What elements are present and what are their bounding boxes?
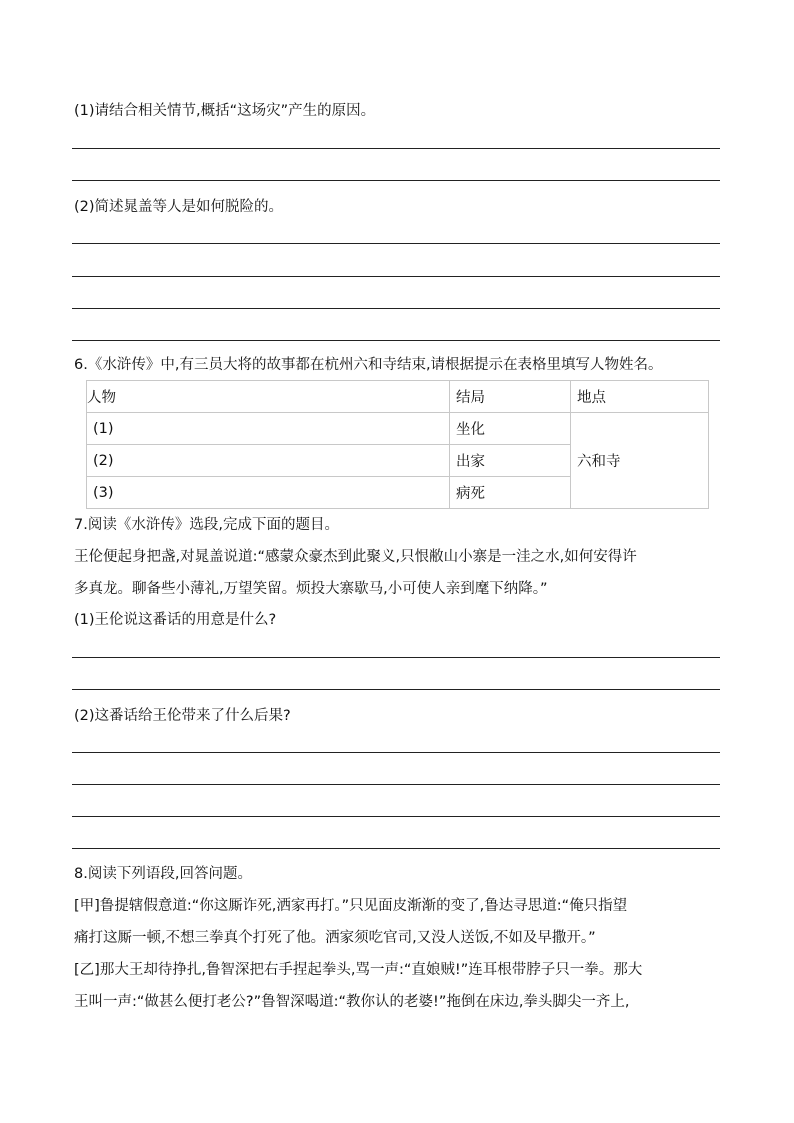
answer-line[interactable] (72, 308, 720, 309)
q5-sub1-prompt: (1)请结合相关情节,概括“这场灾”产生的原因。 (74, 103, 376, 119)
answer-line[interactable] (72, 816, 720, 817)
answer-line[interactable] (72, 784, 720, 785)
answer-line[interactable] (72, 848, 720, 849)
header-ending: 结局 (450, 381, 571, 413)
place-cell: 六和寺 (571, 413, 709, 509)
q8-passage-yi: 王叫一声:“做甚么便打老公?”鲁智深喝道:“教你认的老婆!”拖倒在床边,拳头脚尖一齐上, (74, 994, 630, 1010)
ending-cell: 坐化 (450, 413, 571, 445)
character-table (86, 380, 709, 509)
q8-passage-jia: 痛打这厮一顿,不想三拳真个打死了他。洒家须吃官司,又没人送饭,不如及早撒开。” (74, 930, 596, 946)
answer-line[interactable] (72, 689, 720, 690)
answer-line[interactable] (72, 148, 720, 149)
q6-stem: 6.《水浒传》中,有三员大将的故事都在杭州六和寺结束,请根据提示在表格里填写人物姓名。 (74, 357, 663, 373)
answer-line[interactable] (72, 657, 720, 658)
q8-passage-jia: [甲]鲁提辖假意道:“你这厮诈死,洒家再打。”只见面皮渐渐的变了,鲁达寻思道:“俺只指望 (74, 898, 628, 914)
person-cell[interactable]: (1) (87, 413, 450, 445)
answer-line[interactable] (72, 752, 720, 753)
q8-passage-yi: [乙]那大王却待挣扎,鲁智深把右手捏起拳头,骂一声:“直娘贼!”连耳根带脖子只一拳。那大 (74, 962, 643, 978)
ending-cell: 病死 (450, 477, 571, 509)
answer-line[interactable] (72, 340, 720, 341)
answer-line[interactable] (72, 276, 720, 277)
q7-passage-line: 王伦便起身把盏,对晁盖说道:“感蒙众豪杰到此聚义,只恨敝山小寨是一洼之水,如何安得许 (74, 549, 637, 565)
answer-line[interactable] (72, 243, 720, 244)
answer-line[interactable] (72, 180, 720, 181)
q5-sub2-prompt: (2)简述晁盖等人是如何脱险的。 (74, 199, 284, 215)
person-cell[interactable]: (2) (87, 445, 450, 477)
header-place: 地点 (571, 381, 709, 413)
q7-passage-line: 多真龙。聊备些小薄礼,万望笑留。烦投大寨歇马,小可使人亲到麾下纳降。” (74, 581, 548, 597)
q8-stem: 8.阅读下列语段,回答问题。 (74, 866, 252, 882)
table-row (87, 413, 709, 445)
person-cell[interactable]: (3) (87, 477, 450, 509)
q7-sub2-prompt: (2)这番话给王伦带来了什么后果? (74, 708, 291, 724)
ending-cell: 出家 (450, 445, 571, 477)
table-header-row (87, 381, 709, 413)
q7-sub1-prompt: (1)王伦说这番话的用意是什么? (74, 612, 277, 628)
header-person: 人物 (87, 381, 450, 413)
q7-stem: 7.阅读《水浒传》选段,完成下面的题目。 (74, 517, 339, 533)
